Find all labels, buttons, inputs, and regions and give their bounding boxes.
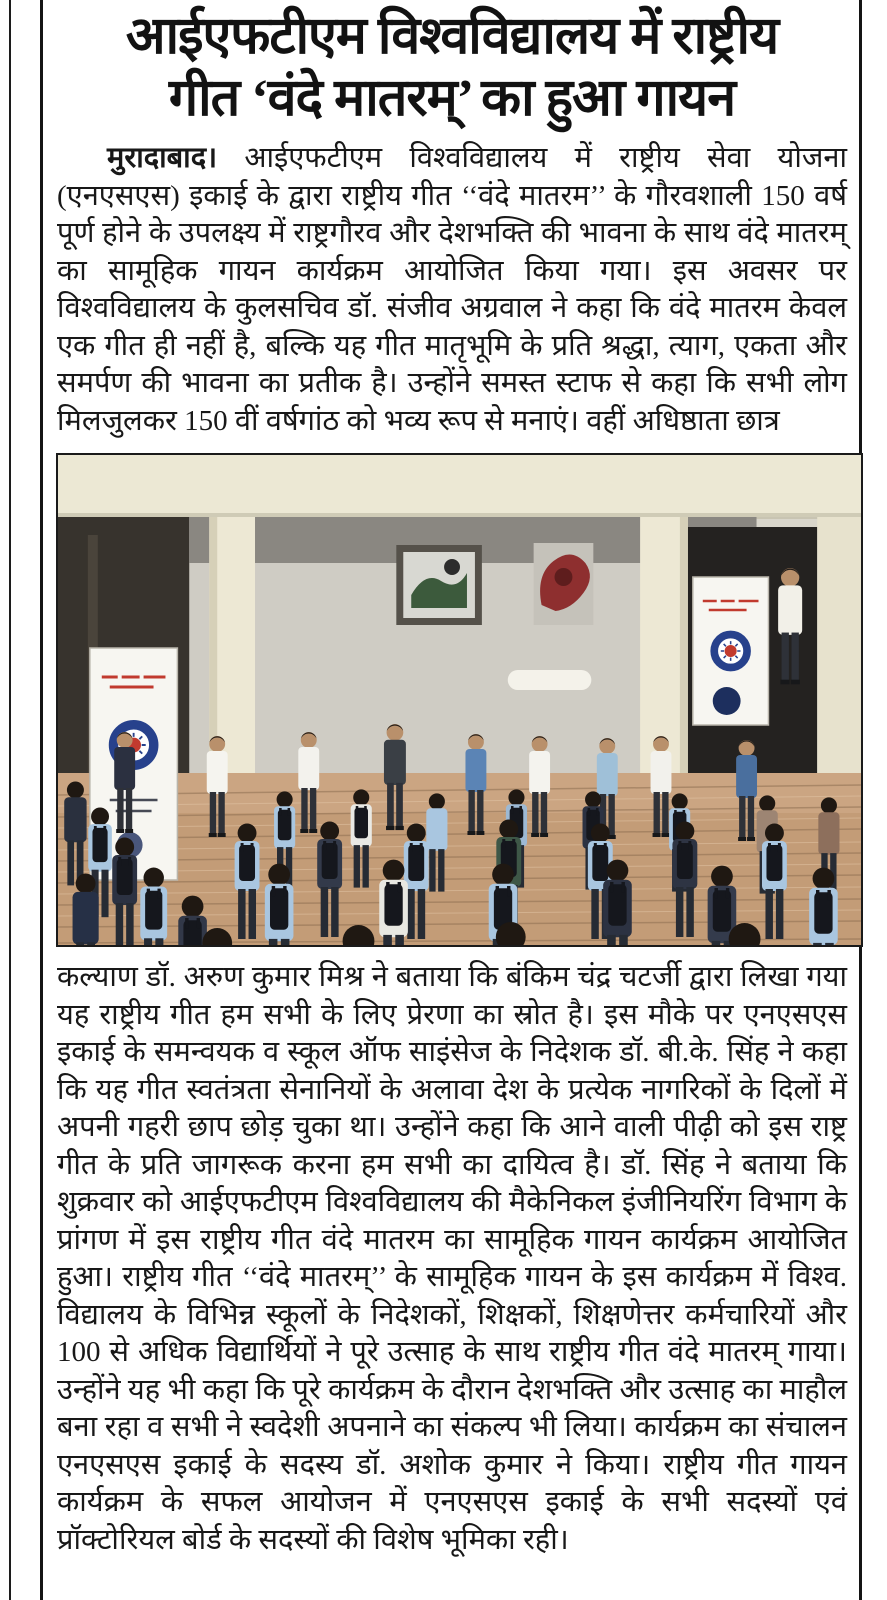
- article-paragraph-1: [57, 140, 847, 440]
- courtyard-photo-illustration: [58, 455, 861, 945]
- framed-picture: [396, 545, 482, 625]
- article-paragraph-2: [57, 959, 847, 1559]
- nss-logo-icon-right: [714, 635, 747, 668]
- article-headline: [57, 6, 847, 130]
- headline-line2: गीत ‘वंदे मातरम्’ का हुआ गायन: [168, 70, 736, 127]
- dateline: मुरादाबाद।: [107, 142, 218, 174]
- headline-line1: आईएफटीएम विश्वविद्यालय में राष्ट्रीय: [125, 8, 779, 65]
- paragraph-1-text: आईएफटीएम विश्वविद्यालय में राष्ट्रीय सेवा योजना (एनएसएस) इकाई के द्वारा राष्ट्रीय गीत ‘‘वंदे मातरम’’ के गौरवशाली 150 वर्ष पूर्ण होने के उपलक्ष्य में राष्ट्रगौरव और देशभक्ति की भावना के साथ वंदे मातरम् का सामूहिक गायन कार्यक्रम आयोजित किया गया। इस अवसर पर विश्वविद्यालय के कुलसचिव डॉ. संजीव अग्रवाल ने कहा कि वंदे मातरम केवल एक गीत ही नहीं है, बल्कि यह गीत मातृभूमि के प्रति श्रद्धा, त्याग, एकता और समर्पण की भावना का प्रतीक है। उन्होंने समस्त स्टाफ से कहा कि सभी लोग मिलजुलकर 150 वीं वर्षगांठ को भव्य रूप से मनाएं। वहीं अधिष्ठाता छात्र: [57, 142, 847, 437]
- paragraph-2-text: कल्याण डॉ. अरुण कुमार मिश्र ने बताया कि बंकिम चंद्र चटर्जी द्वारा लिखा गया यह राष्ट्रीय गीत हम सभी के लिए प्रेरणा का स्रोत है। इस मौके पर एनएसएस इकाई के समन्वयक व स्कूल ऑफ साइंसेज के निदेशक डॉ. बी.के. सिंह ने कहा कि यह गीत स्वतंत्रता सेनानियों के अलावा देश के प्रत्येक नागरिकों के दिलों में अपनी गहरी छाप छोड़ चुका था। उन्होंने कहा कि आने वाली पीढ़ी को इस राष्ट्र गीत के प्रति जागरूक करना हम सभी का दायित्व है। डॉ. सिंह ने बताया कि शुक्रवार को आईएफटीएम विश्वविद्यालय की मैकेनिकल इंजीनियरिंग विभाग के प्रांगण में इस राष्ट्रीय गीत वंदे मातरम का सामूहिक गायन कार्यक्रम आयोजित हुआ। राष्ट्रीय गीत ‘‘वंदे मातरम्’’ के सामूहिक गायन के इस कार्यक्रम में विश्व. विद्यालय के विभिन्न स्कूलों के निदेशकों, शिक्षकों, शिक्षणेत्तर कर्मचारियों और 100 से अधिक विद्यार्थियों ने पूरे उत्साह के साथ राष्ट्रीय गीत वंदे मातरम् गाया। उन्होंने यह भी कहा कि पूरे कार्यक्रम के दौरान देशभक्ति और उत्साह का माहौल बना रहा व सभी ने स्वदेशी अपनाने का संकल्प भी लिया। कार्यक्रम का संचालन एनएसएस इकाई के सदस्य डॉ. अशोक कुमार ने किया। राष्ट्रीय गीत गायन कार्यक्रम के सफल आयोजन में एनएसएस इकाई के सभी सदस्यों एवं प्रॉक्टोरियल बोर्ड के सदस्यों की विशेष भूमिका रही।: [57, 961, 847, 1556]
- red-wall-artwork: [534, 543, 594, 625]
- column-divider-rule: [9, 0, 11, 1600]
- article-photo: [56, 453, 863, 947]
- nss-banner-right: [693, 577, 769, 725]
- article-box: [40, 0, 862, 1600]
